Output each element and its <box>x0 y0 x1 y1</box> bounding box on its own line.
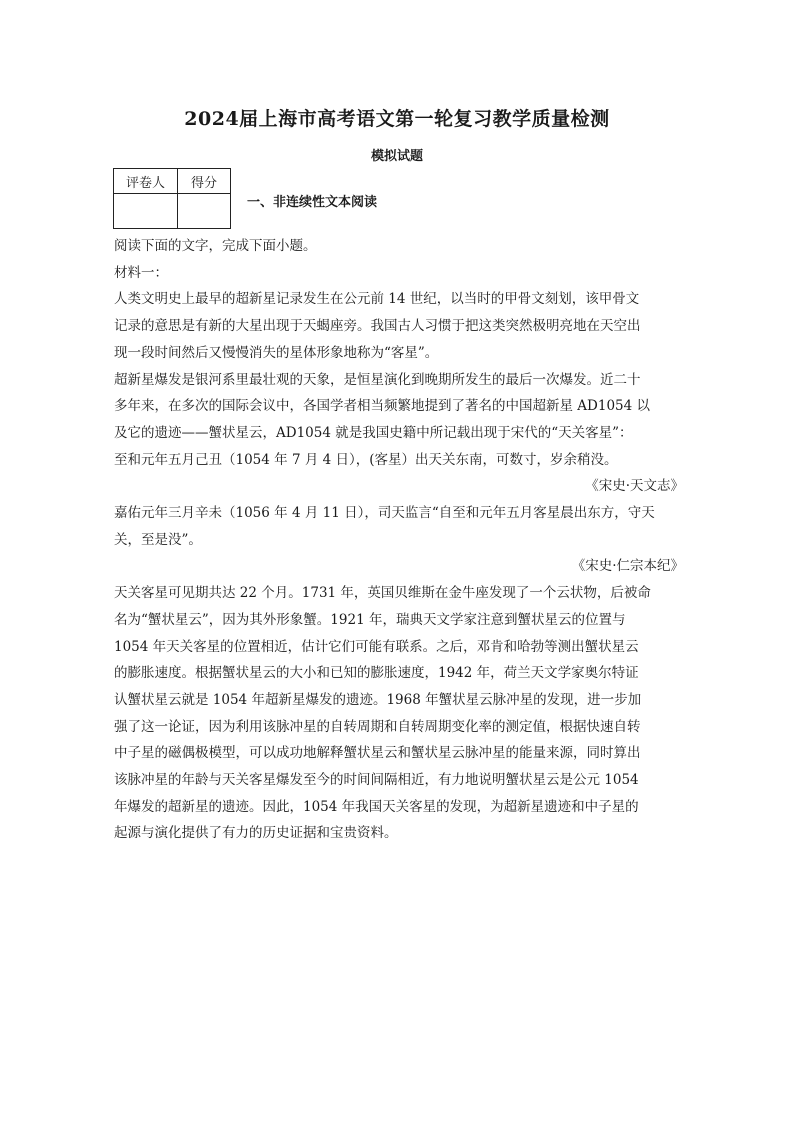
page-subtitle: 模拟试题 <box>370 149 423 164</box>
page-title: 2024届上海市高考语文第一轮复习教学质量检测 <box>184 108 610 130</box>
score-header-cell: 得分 <box>178 169 231 194</box>
text-line: 至和元年五月己丑（1054 年 7 月 4 日），(客星）出天关东南，可数寸，岁余稍没。 <box>114 451 618 468</box>
material-label: 材料一： <box>114 264 168 281</box>
text-line: 起源与演化提供了有力的历史证据和宝贵资料。 <box>114 825 398 842</box>
grader-value-cell <box>114 194 178 229</box>
score-table <box>113 168 231 229</box>
text-line: 强了这一论证，因为利用该脉冲星的自转周期和自转周期变化率的测定值，根据快速自转 <box>114 718 641 735</box>
text-line: 多年来，在多次的国际会议中，各国学者相当频繁地提到了著名的中国超新星 AD1054 以 <box>114 398 651 415</box>
section-title: 一、非连续性文本阅读 <box>247 195 378 210</box>
grader-header-cell: 评卷人 <box>114 169 178 194</box>
text-line: 名为“蟹状星云”，因为其外形象蟹。1921 年，瑞典天文学家注意到蟹状星云的位置与 <box>114 611 626 628</box>
text-line: 超新星爆发是银河系里最壮观的天象，是恒星演化到晚期所发生的最后一次爆发。近二十 <box>114 371 641 388</box>
text-line: 记录的意思是有新的大星出现于天蝎座旁。我国古人习惯于把这类突然极明亮地在天空出 <box>114 318 641 335</box>
text-line: 天关客星可见期共达 22 个月。1731 年，英国贝维斯在金牛座发现了一个云状物，后被命 <box>114 585 651 602</box>
text-line: 年爆发的超新星的遗迹。因此，1054 年我国天关客星的发现，为超新星遗迹和中子星的 <box>114 798 639 815</box>
text-line: 及它的遗迹——蟹状星云，AD1054 就是我国史籍中所记载出现于宋代的“天关客星”： <box>114 424 633 441</box>
score-value-cell <box>178 194 231 229</box>
citation: 《宋史·天文志》 <box>585 478 684 495</box>
reading-material <box>114 233 684 847</box>
text-line: 关，至是没”。 <box>114 531 202 548</box>
instruction-line: 阅读下面的文字，完成下面小题。 <box>114 238 317 254</box>
text-line: 的膨胀速度。根据蟹状星云的大小和已知的膨胀速度，1942 年，荷兰天文学家奥尔特证 <box>114 665 639 682</box>
text-line: 1054 年天关客星的位置相近，估计它们可能有联系。之后，邓肯和哈勃等测出蟹状星云 <box>114 638 639 655</box>
text-line: 嘉佑元年三月辛未（1056 年 4 月 11 日），司天监言“自至和元年五月客星晨出东方，守天 <box>114 505 655 522</box>
text-line: 该脉冲星的年龄与天关客星爆发至今的时间间隔相近，有力地说明蟹状星云是公元 1054 <box>114 772 639 789</box>
citation: 《宋史·仁宗本纪》 <box>571 558 684 575</box>
text-line: 人类文明史上最早的超新星记录发生在公元前 14 世纪，以当时的甲骨文刻划，该甲骨文 <box>114 291 640 308</box>
text-line: 中子星的磁偶极模型，可以成功地解释蟹状星云和蟹状星云脉冲星的能量来源，同时算出 <box>114 745 641 762</box>
text-line: 现一段时间然后又慢慢消失的星体形象地称为“客星”。 <box>114 344 439 361</box>
text-line: 认蟹状星云就是 1054 年超新星爆发的遗迹。1968 年蟹状星云脉冲星的发现，进一步加 <box>114 691 642 708</box>
